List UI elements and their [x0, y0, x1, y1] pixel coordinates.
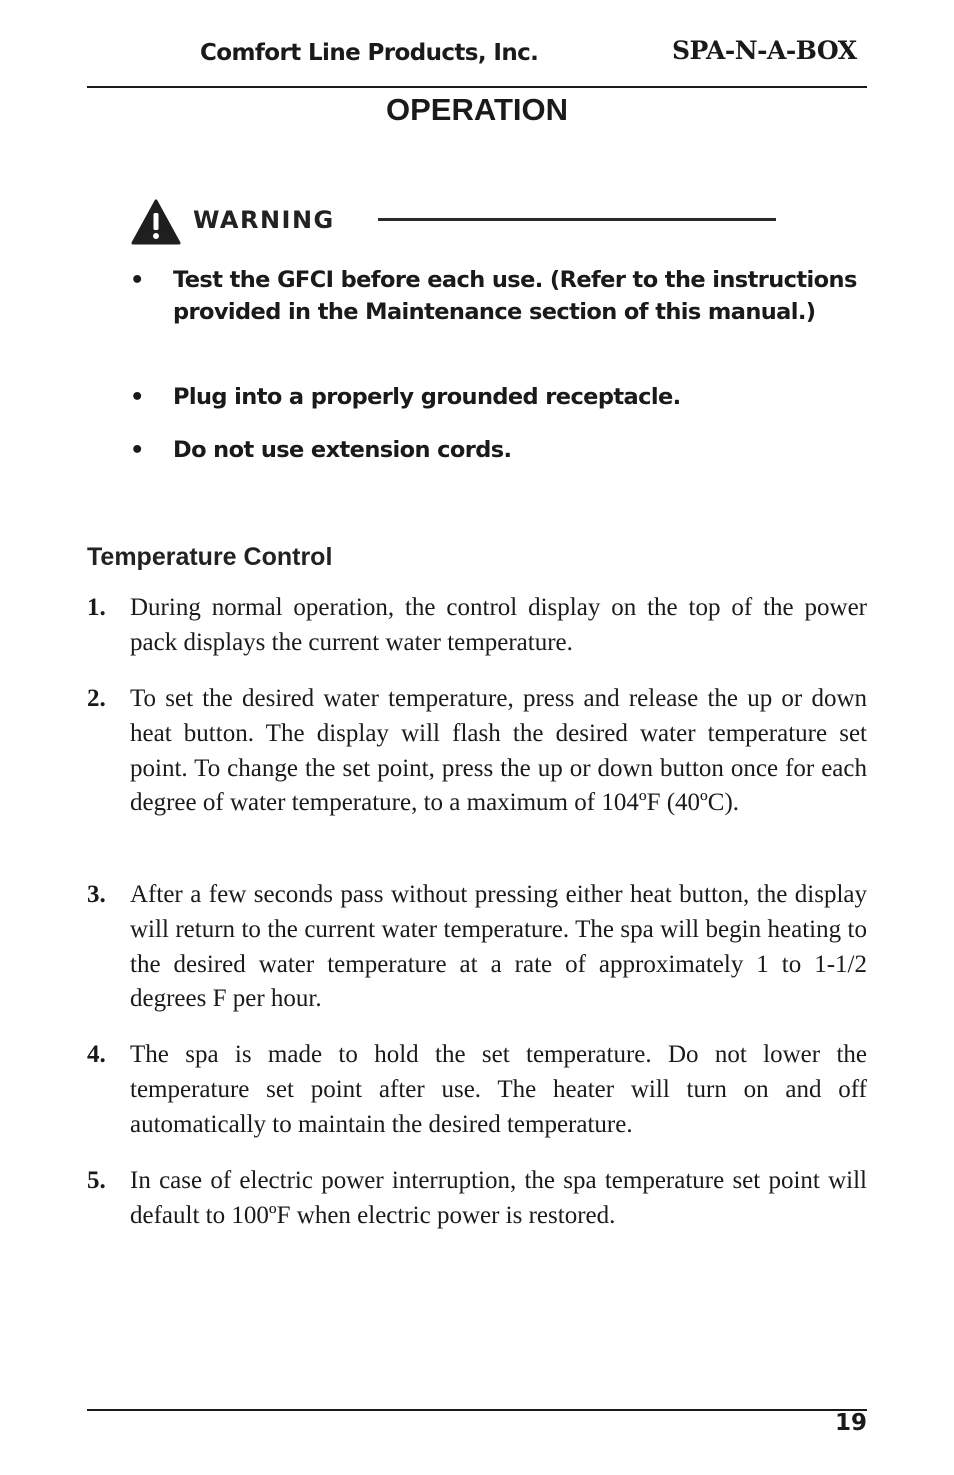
warning-bullet-text: Plug into a properly grounded receptacle. [173, 384, 681, 410]
bullet-dot: • [130, 267, 144, 293]
temperature-control-heading: Temperature Control [87, 543, 333, 571]
bullet-dot: • [130, 437, 144, 463]
warning-bullet [130, 264, 860, 328]
step-number: 3. [87, 881, 106, 908]
header-brand-logo: SPA-N-A-BOX [672, 36, 857, 65]
warning-bullet [130, 434, 860, 466]
step-item [87, 1038, 867, 1142]
warning-divider [378, 218, 776, 221]
step-item [87, 591, 867, 661]
warning-bullet-text: Do not use extension cords. [173, 437, 512, 463]
step-item [87, 878, 867, 1017]
step-text: In case of electric power interruption, the spa temperature set point will default to 100ºF when electric power is restored. [130, 1167, 867, 1229]
step-text: During normal operation, the control display on the top of the power pack displays the current water temperature. [130, 594, 867, 656]
step-number: 2. [87, 685, 106, 712]
step-text: To set the desired water temperature, press and release the up or down heat button. The display will flash the desired water temperature set point. To change the set point, press the up or down button once for each degree of water temperature, to a maximum of 104ºF (40ºC). [130, 685, 867, 817]
bullet-dot: • [130, 384, 144, 410]
warning-label: WARNING [193, 206, 335, 234]
footer-rule [87, 1409, 867, 1411]
header-rule [87, 86, 867, 88]
step-text: The spa is made to hold the set temperature. Do not lower the temperature set point after use. The heater will turn on and off automatically to maintain the desired temperature. [130, 1041, 867, 1138]
step-text: After a few seconds pass without pressing either heat button, the display will return to the current water temperature. The spa will begin heating to the desired water temperature at a rate of approximately 1 to 1-1/2 degrees F per hour. [130, 881, 867, 1013]
header-company: Comfort Line Products, Inc. [200, 40, 539, 66]
step-number: 5. [87, 1167, 106, 1194]
step-item [87, 682, 867, 821]
page-number: 19 [834, 1410, 867, 1436]
section-title: OPERATION [386, 92, 568, 127]
warning-triangle-icon [131, 199, 181, 245]
step-number: 4. [87, 1041, 106, 1068]
step-number: 1. [87, 594, 106, 621]
step-item [87, 1164, 867, 1234]
warning-bullet-text: Test the GFCI before each use. (Refer to the instructions provided in the Maintenance section of this manual.) [173, 267, 857, 325]
warning-bullet [130, 381, 860, 413]
